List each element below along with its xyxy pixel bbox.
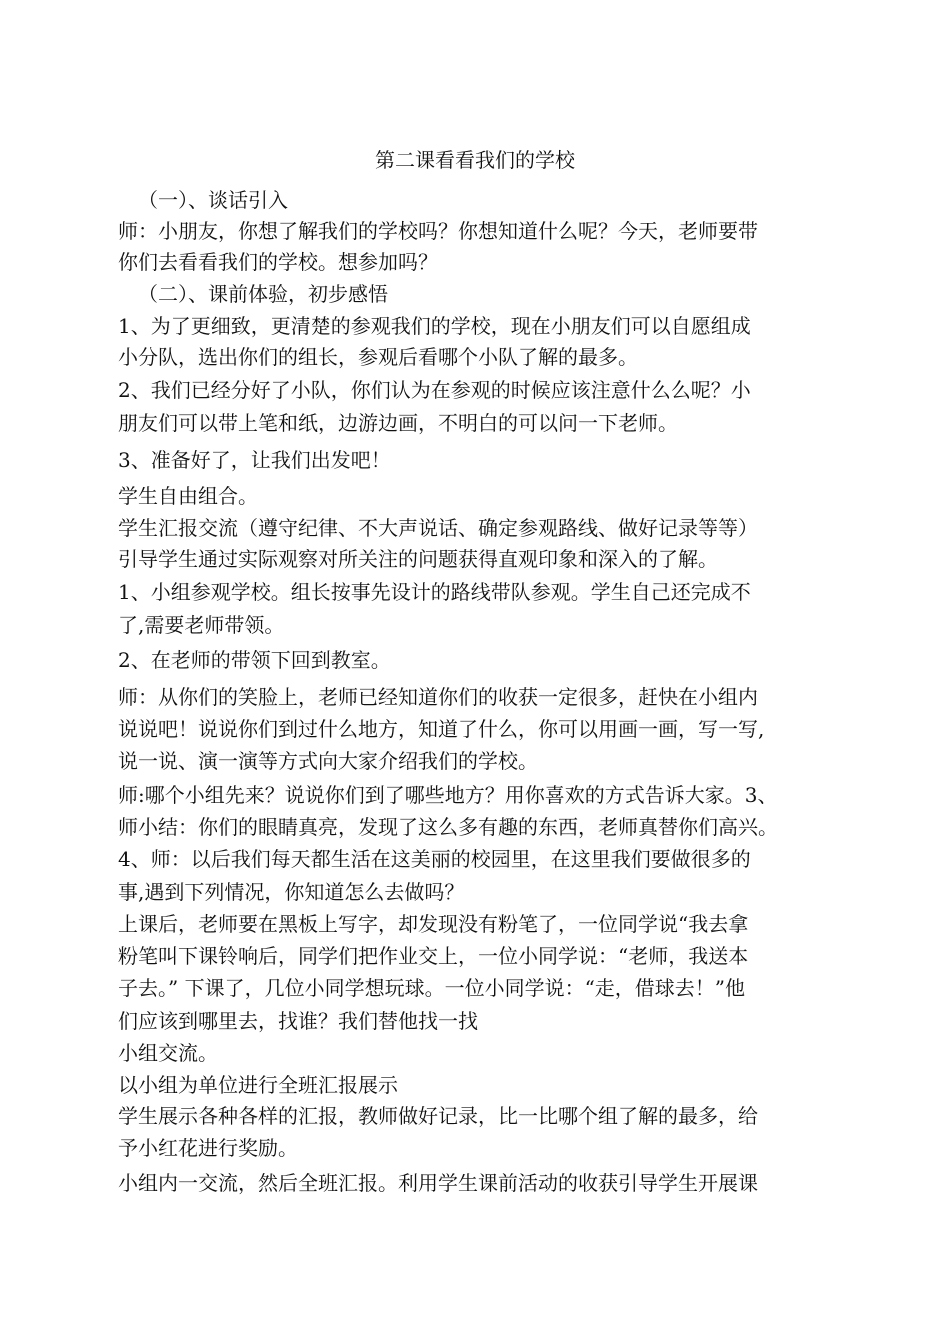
paragraph-line: 学生展示各种各样的汇报，教师做好记录，比一比哪个组了解的最多，给	[118, 1104, 758, 1128]
section-heading-1: （一）、谈话引入	[138, 188, 288, 212]
paragraph-line: 朋友们可以带上笔和纸，边游边画，不明白的可以问一下老师。	[118, 411, 678, 435]
paragraph-line: 小分队，选出你们的组长，参观后看哪个小队了解的最多。	[118, 345, 638, 369]
paragraph-line: 师：小朋友，你想了解我们的学校吗？你想知道什么呢？今天，老师要带	[118, 219, 758, 243]
paragraph-line: 上课后，老师要在黑板上写字，却发现没有粉笔了，一位同学说“我去拿	[118, 912, 749, 936]
paragraph-line: 师:哪个小组先来？说说你们到了哪些地方？用你喜欢的方式告诉大家。3、	[118, 783, 778, 807]
paragraph-line: 4、师：以后我们每天都生活在这美丽的校园里，在这里我们要做很多的	[118, 847, 751, 871]
paragraph-line: 引导学生通过实际观察对所关注的问题获得直观印象和深入的了解。	[118, 547, 718, 571]
paragraph-line: 学生汇报交流（遵守纪律、不大声说话、确定参观路线、做好记录等等）	[118, 516, 758, 540]
paragraph-line: 们应该到哪里去，找谁？我们替他找一找	[118, 1009, 478, 1033]
paragraph-line: 3、准备好了，让我们出发吧！	[118, 448, 391, 472]
paragraph-line: 学生自由组合。	[118, 484, 258, 508]
paragraph-line: 1、为了更细致，更清楚的参观我们的学校，现在小朋友们可以自愿组成	[118, 314, 751, 338]
paragraph-line: 师：从你们的笑脸上，老师已经知道你们的收获一定很多，赶快在小组内	[118, 685, 758, 709]
paragraph-line: 了,需要老师带领。	[118, 613, 285, 637]
paragraph-line: 小组交流。	[118, 1041, 218, 1065]
paragraph-line: 1、小组参观学校。组长按事先设计的路线带队参观。学生自己还完成不	[118, 580, 751, 604]
paragraph-line: 你们去看看我们的学校。想参加吗？	[118, 250, 438, 274]
section-heading-2: （二）、课前体验，初步感悟	[138, 282, 388, 306]
paragraph-line: 小组内一交流，然后全班汇报。利用学生课前活动的收获引导学生开展课	[118, 1171, 758, 1195]
paragraph-line: 师小结：你们的眼睛真亮，发现了这么多有趣的东西，老师真替你们高兴。	[118, 815, 778, 839]
paragraph-line: 粉笔叫下课铃响后，同学们把作业交上，一位小同学说：“老师，我送本	[118, 944, 749, 968]
paragraph-line: 事,遇到下列情况，你知道怎么去做吗？	[118, 880, 465, 904]
paragraph-line: 2、我们已经分好了小队，你们认为在参观的时候应该注意什么么呢？小	[118, 378, 751, 402]
paragraph-line: 2、在老师的带领下回到教室。	[118, 648, 391, 672]
paragraph-line: 说说吧！说说你们到过什么地方，知道了什么，你可以用画一画，写一写,	[118, 717, 765, 741]
paragraph-line: 以小组为单位进行全班汇报展示	[118, 1073, 398, 1097]
paragraph-line: 予小红花进行奖励。	[118, 1136, 298, 1160]
paragraph-line: 说一说、演一演等方式向大家介绍我们的学校。	[118, 749, 538, 773]
paragraph-line: 子去。” 下课了，几位小同学想玩球。一位小同学说：“走，借球去！”他	[118, 976, 746, 1000]
document-title: 第二课看看我们的学校	[375, 148, 575, 172]
